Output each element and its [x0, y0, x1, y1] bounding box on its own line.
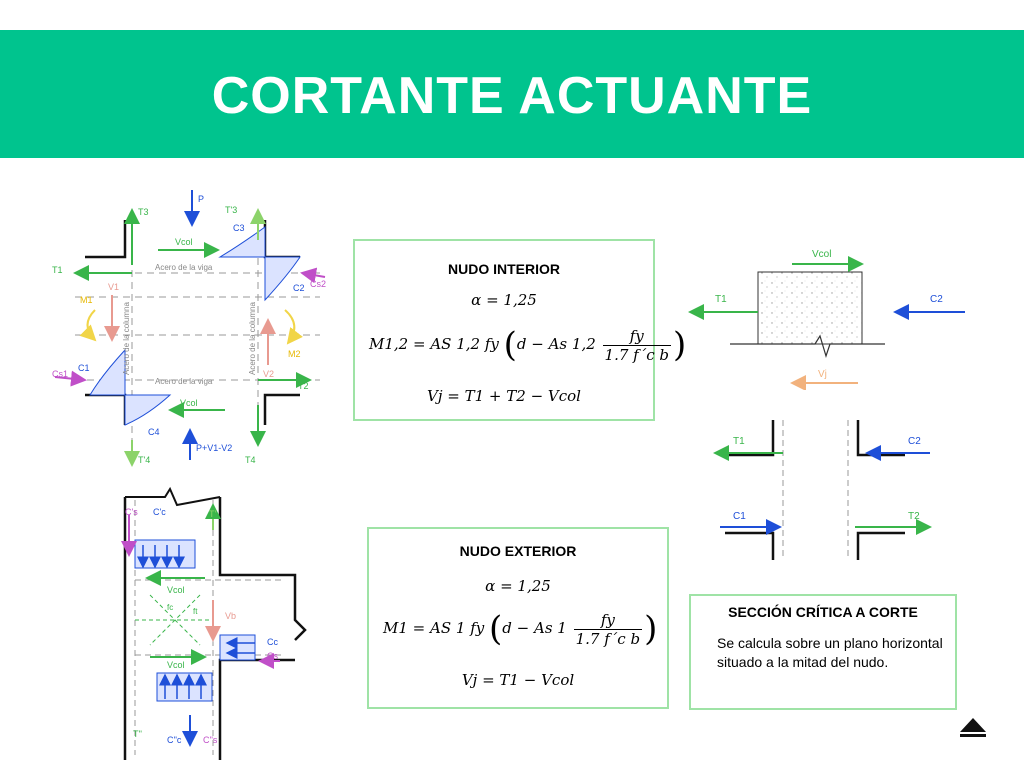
seccion-critica-title: SECCIÓN CRÍTICA A CORTE: [728, 604, 918, 620]
interior-joint-diagram: [40, 185, 360, 470]
critical-section-diagram: [705, 415, 945, 565]
label-v2: V2: [263, 369, 275, 379]
label-cc-prime: C'c: [153, 507, 166, 517]
nudo-exterior-moment-eq: M1 = AS 1 fy (d − As 1 $\frac{fy}{\text{1.7 f´c b}}$ ): [383, 609, 658, 649]
joint-block-diagram: [680, 240, 980, 390]
nudo-interior-box: [353, 239, 687, 421]
page-title: CORTANTE ACTUANTE: [211, 67, 813, 125]
label-c2: C2: [293, 283, 305, 293]
title-banner: [0, 30, 1024, 158]
nudo-interior-moment-eq: M1,2 = AS 1,2 fy (d − As 1,2 $\frac{fy}{\text{1.7 f´c b}}$ ): [369, 325, 687, 365]
nudo-interior-frac-den: 1.7 f´c b: [604, 345, 669, 364]
label-c2-critical: C2: [908, 436, 921, 447]
nudo-interior-title: NUDO INTERIOR: [448, 261, 560, 277]
label-cs1: Cs1: [52, 369, 69, 379]
label-vcol-bottom: Vcol: [180, 398, 198, 408]
exterior-joint-diagram: [105, 485, 315, 765]
label-vcol-top: Vcol: [175, 237, 193, 247]
label-c2-block: C2: [930, 294, 943, 305]
label-ft: ft: [193, 607, 198, 616]
label-vj-block: Vj: [818, 369, 827, 380]
label-t4: T4: [245, 455, 256, 465]
label-vcol-bottom-ext: Vcol: [167, 660, 185, 670]
label-acero-viga-top: Acero de la viga: [155, 263, 213, 272]
label-p-v1-v2: P+V1-V2: [196, 443, 233, 453]
nudo-interior-moment-lhs: M1,2 = AS 1,2 fy: [369, 335, 499, 353]
nudo-exterior-box: [367, 527, 669, 709]
label-c1: C1: [78, 363, 90, 373]
label-c4: C4: [148, 427, 160, 437]
nudo-exterior-alpha: α = 1,25: [485, 577, 551, 595]
nudo-interior-frac-num: fy: [603, 327, 671, 346]
label-c3: C3: [233, 223, 245, 233]
seccion-critica-text: Se calcula sobre un plano horizontal situado a la mitad del nudo.: [717, 635, 943, 670]
scroll-up-icon-base[interactable]: [960, 734, 986, 737]
label-c1-critical: C1: [733, 511, 746, 522]
label-vcol-top-ext: Vcol: [167, 585, 185, 595]
label-acero-viga-bottom: Acero de la viga: [155, 377, 213, 386]
nudo-exterior-title: NUDO EXTERIOR: [459, 543, 577, 559]
label-t3-prime: T'3: [225, 205, 238, 215]
label-t1: T1: [52, 265, 63, 275]
label-cc: Cc: [267, 637, 278, 647]
nudo-exterior-moment-lhs: M1 = AS 1 fy: [383, 619, 485, 637]
label-cs-double-prime: C''s: [203, 735, 218, 745]
label-m2: M2: [288, 349, 301, 359]
label-m1: M1: [80, 295, 93, 305]
scroll-up-icon[interactable]: [960, 718, 986, 732]
label-v1: V1: [108, 282, 120, 292]
label-cs-prime: C's: [125, 507, 138, 517]
nudo-exterior-moment-mid: d − As 1: [502, 619, 567, 637]
label-fc: fc: [167, 603, 174, 612]
label-t4-prime: T'4: [138, 455, 151, 465]
seccion-critica-box: [689, 594, 957, 710]
label-t2-critical: T2: [908, 511, 920, 522]
nudo-exterior-frac-den: 1.7 f´c b: [575, 629, 641, 648]
label-vb: Vb: [225, 611, 237, 621]
label-vcol-block: Vcol: [812, 249, 832, 260]
label-cs: Cs: [267, 651, 278, 661]
label-cs2: Cs2: [310, 279, 327, 289]
label-acero-columna-left: Acero de la columna: [122, 302, 131, 375]
label-t-prime: T': [209, 509, 217, 519]
nudo-exterior-frac-num: fy: [574, 611, 642, 630]
label-t-double-prime: T'': [133, 729, 142, 739]
label-p: P: [198, 194, 205, 204]
nudo-interior-moment-mid: d − As 1,2: [516, 335, 596, 353]
label-t3: T3: [138, 207, 149, 217]
label-acero-columna-right: Acero de la columna: [248, 302, 257, 375]
label-t2: T2: [298, 381, 309, 391]
nudo-interior-shear: Vj = T1 + T2 − Vcol: [427, 387, 581, 405]
label-t1-critical: T1: [733, 436, 745, 447]
nudo-exterior-shear: Vj = T1 − Vcol: [461, 671, 575, 689]
label-t1-block: T1: [715, 294, 727, 305]
label-cc-double-prime: C''c: [167, 735, 182, 745]
nudo-interior-alpha: α = 1,25: [471, 291, 537, 309]
